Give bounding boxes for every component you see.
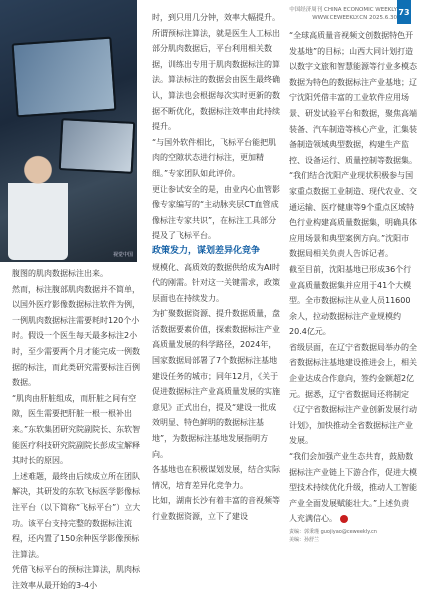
paragraph-text: “我们会加强产业生态共育，鼓励数据标注产业链上下游合作，促进大模型技术持续优化升级，推动人工智能产业全面发展赋能壮大。”上述负责人充满信心。: [289, 452, 417, 524]
paragraph: 规模化、高质效的数据供给成为AI时代的刚需。针对这一关键需求，政策层面也在持续发力。: [152, 262, 280, 303]
paragraph: 时，到只用几分钟，效率大幅提升。所谓预标注算法，就是医生人工标出部分肌肉数据后，平台利用相关数据，训练出专用于肌肉数据标注的算法。算法标注的数据会由医生最终确认，算法也会根据每次实时更新的数据不断优化，数据标注效率由此持续提升。: [152, 13, 280, 132]
paragraph: 然而，标注腹部肌肉数据并不简单，以国外医疗影像数据标注软件为例，一例肌肉数据标注需要耗时120个小时。假设一个医生每天最多标注2小时，至少需要两个月才能完成一例数据的标注，而此类研究需要标注百例数据。: [12, 284, 140, 388]
paragraph: 上述难题，最终由后续成立所在团队解决，其研发的东软飞标医学影像标注平台（以下简称“飞标平台”）立大功。该平台支持完整的数据标注流程，还内置了150余种医学影像预标注算法。: [12, 471, 141, 559]
journal-name: 中国经济周刊 CHINA ECONOMIC WEEKLY: [289, 7, 397, 13]
paragraph: 凭借飞标平台的预标注算法，肌肉标注效率从最开始的3-4小: [12, 565, 140, 590]
column-left: [12, 266, 142, 593]
page-header: [289, 6, 397, 22]
monitor-shape: [12, 37, 117, 118]
paragraph: “与国外软件相比，飞标平台能把肌肉的空隙状态进行标注，更加精细。”专家团队如此评价。: [152, 137, 277, 178]
paragraph: 截至目前，沈阳基地已形成36个行业高质量数据集并应用于41个大模型。全市数据标注从业人员11600余人，拉动数据标注产业规模约20.4亿元。: [289, 264, 412, 337]
paragraph: 各基地也在积极谋划发展，结合实际情况，培育差异化竞争力。: [152, 465, 280, 490]
person-shape: [8, 150, 68, 260]
end-mark-icon: [340, 515, 348, 523]
paragraph: 更让参试安全的是，由业内心血管影像专家编写的“主动脉夹层CT血管成像标注专家共识”，在标注工具部分提及了飞标平台。: [152, 184, 280, 241]
column-right: [289, 28, 417, 527]
credits-footer: [289, 528, 417, 544]
paragraph: “肌肉由肝脏组成，而肝脏之间有空隙，医生需要把肝脏一根一根补出来。”东软集团研究院副院长、东软智能医疗科技研究院副院长彭成宝解释其时长的原因。: [12, 393, 141, 466]
paragraph: “全球高质量音视频文创数据特色开发基地”的目标；山西大同计划打造以数字文旅和智慧能源等行业多模态数据为特色的数据标注产业基地；辽宁沈阳凭借丰富的工业软件应用场景、研发试验平台和数据，聚焦高端装备、汽车制造等核心产业，汇集装备制造领域典型数据，构建生产监控、设备运行、质量控制等数据集。: [289, 31, 417, 165]
paragraph: 省级层面，在辽宁省数据局举办的全省数据标注基地建设推进会上，相关企业达成合作意向，签约金额超2亿元。据悉，辽宁省数据局还将制定《辽宁省数据标注产业创新发展行动计划》，加快推动全省数据标注产业发展。: [289, 342, 417, 446]
paragraph: 腹图的肌肉数据标注出来。: [12, 269, 108, 278]
editor-credit: 责编：郭秉瑾 guojiyao@ceweekly.cn: [289, 529, 377, 535]
article-photo: [0, 0, 137, 262]
page-number: 73: [397, 0, 411, 24]
monitor-shape-2: [59, 118, 136, 174]
paragraph: 比如，湖南长沙有着丰富的音视频等行业数据资源，立下了建设: [152, 496, 280, 521]
designer-credit: 美编：孙舒兰: [289, 537, 320, 543]
paragraph: 为扩聚数据资源、提升数据质量，盘活数据要素价值，探索数据标注产业高质量发展的科学路径，2024年，国家数据局部署了7个数据标注基地建设任务的城市；同年12月，《关于促进数据标注产业高质量发展的实施意见》正式出台，提及“建设一批成效明显、特色鲜明的数据标注基地”，为数据标注基地发展指明方向。: [152, 309, 280, 459]
column-middle: [152, 10, 282, 525]
site-and-date: WWW.CEWEEKLY.CN 2025.6.30: [312, 15, 397, 21]
photo-credit: 视觉中国: [112, 252, 133, 258]
paragraph-last: [289, 449, 417, 527]
section-heading: 政策发力，谋划差异化竞争: [152, 245, 261, 256]
paragraph: “我们结合沈阳产业现状积极参与国家重点数据工业制造、现代农业、交通运输、医疗健康等9个重点区域特色行业构建高质量数据集，明确具体应用场景和典型案例方向。”沈阳市数据局相关负责人告诉记者。: [289, 171, 417, 259]
